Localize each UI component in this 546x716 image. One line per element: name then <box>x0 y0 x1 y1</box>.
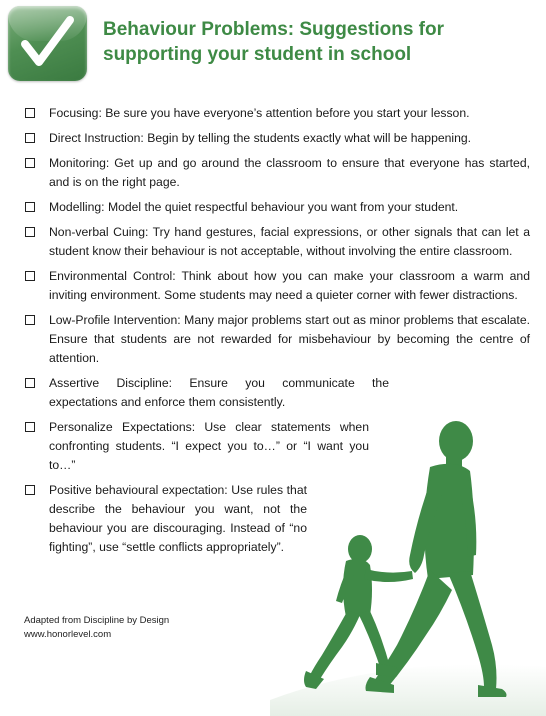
checkbox-icon <box>25 202 35 212</box>
credit-url: www.honorlevel.com <box>24 629 112 640</box>
checkbox-icon <box>25 485 35 495</box>
checkbox-icon <box>25 227 35 237</box>
checkbox-icon <box>25 315 35 325</box>
item-text: Assertive Discipline: Ensure you communicate the expectations and enforce them consistently. <box>49 376 389 409</box>
checkbox-icon <box>25 378 35 388</box>
list-item <box>24 223 530 261</box>
list-item <box>24 267 530 305</box>
checkbox-icon <box>25 271 35 281</box>
list-item <box>24 154 530 192</box>
list-item <box>24 198 530 217</box>
item-text: Low-Profile Intervention: Many major problems start out as minor problems that escalate. Ensure that students are not rewarded for misbehaviour by becoming the centre of attention. <box>49 313 530 365</box>
ground-shape <box>270 664 546 716</box>
checkbox-icon <box>25 422 35 432</box>
item-text: Positive behavioural expectation: Use rules that describe the behaviour you want, not the behaviour you are discouraging. Instead of “no fighting”, use “settle conflicts appropriately”. <box>49 483 307 554</box>
list-item <box>24 129 530 148</box>
item-text: Focusing: Be sure you have everyone’s attention before you start your lesson. <box>49 106 470 120</box>
checkmark-logo <box>8 6 87 81</box>
checkbox-icon <box>25 158 35 168</box>
item-text: Modelling: Model the quiet respectful behaviour you want from your student. <box>49 200 459 214</box>
item-text: Environmental Control: Think about how you can make your classroom a warm and inviting environment. Some students may need a quieter corner with fewer distractions. <box>49 269 530 302</box>
credit-source: Adapted from Discipline by Design <box>24 615 170 626</box>
checkbox-icon <box>25 133 35 143</box>
item-text: Direct Instruction: Begin by telling the students exactly what will be happening. <box>49 131 472 145</box>
item-text: Personalize Expectations: Use clear statements when confronting students. “I expect you to…” or “I want you to…” <box>49 420 369 472</box>
page-title: Behaviour Problems: Suggestions for supporting your student in school <box>103 19 444 65</box>
checkmark-icon <box>8 6 87 81</box>
list-item <box>24 104 530 123</box>
list-item <box>24 481 307 557</box>
item-text: Monitoring: Get up and go around the classroom to ensure that everyone has started, and is on the right page. <box>49 156 530 189</box>
parent-child-walking-illustration <box>270 405 546 716</box>
item-text: Non-verbal Cuing: Try hand gestures, facial expressions, or other signals that can let a student know their behaviour is not acceptable, without involving the entire classroom. <box>49 225 530 258</box>
checkbox-icon <box>25 108 35 118</box>
list-item <box>24 311 530 368</box>
credit <box>24 614 169 642</box>
